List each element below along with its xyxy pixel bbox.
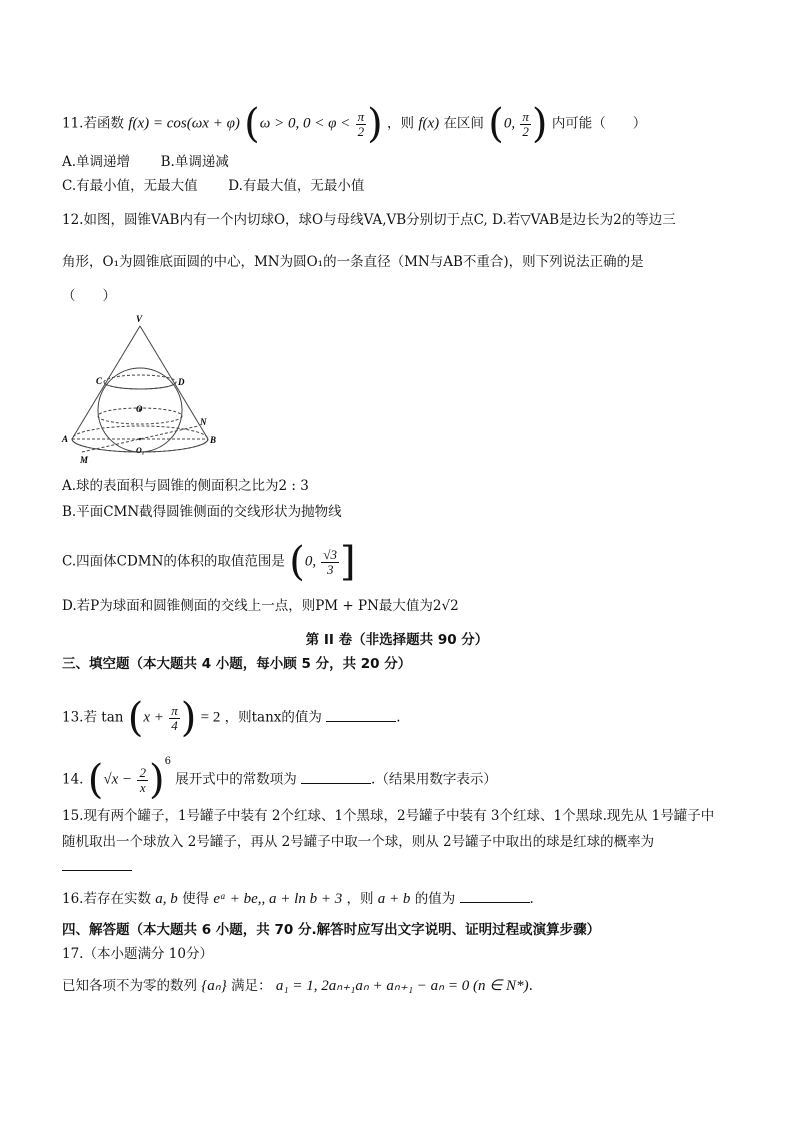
label-o1: O₁ xyxy=(136,446,145,455)
q11-option-b: B.单调递减 xyxy=(160,154,229,170)
q13: 13.若 tan (x + $\frac{\pi}{4}$ ) = 2 ，则tanx的值为 . xyxy=(62,695,401,741)
q12-stem-line1: 12.如图，圆锥VAB内有一个内切球O，球O与母线VA,VB分别切于点C, D.若▽VAB是边长为2的等边三 xyxy=(62,212,676,228)
section4-title: 四、解答题（本大题共 6 小题，共 70 分.解答时应写出文字说明、证明过程或演算步骤） xyxy=(62,922,601,938)
q11-interval-frac: $\frac{\pi}{2}$ xyxy=(522,108,529,139)
q15-answer-row xyxy=(62,856,732,877)
q12-paren: （ ） xyxy=(62,288,116,304)
q11-options-ab xyxy=(62,152,732,172)
q16-answer-blank[interactable] xyxy=(460,888,530,903)
label-n: N xyxy=(200,417,207,427)
q13-frac: $\frac{\pi}{4}$ xyxy=(171,702,178,733)
label-b: B xyxy=(210,435,217,445)
q11-option-c: C.有最小值，无最大值 xyxy=(62,178,198,194)
label-d: D xyxy=(178,377,185,387)
q12-option-c: C.四面体CDMN的体积的取值范围是 (0, $\frac{√3}{3}$ ] xyxy=(62,539,356,585)
part2-title: 第 II 卷（非选择题共 90 分） xyxy=(305,632,489,648)
q17-stem: 已知各项不为零的数列 {aₙ} 满足： a₁ = 1, 2aₙ₊₁aₙ + aₙ₊₁ − aₙ = 0 (n ∈ N*). xyxy=(62,978,533,994)
q11-stem: 11.若函数 f(x) = cos(ωx + φ) (ω > 0, 0 < φ < $\frac{\pi}{2}$ ) ，则 f(x) 在区间 (0, $\frac{\pi}{2}$ ) 内可能（ ） xyxy=(62,101,647,147)
label-o: O xyxy=(136,404,143,414)
q15-answer-blank[interactable] xyxy=(62,856,132,871)
q11-frac-pi-2: $\frac{\pi}{2}$ xyxy=(357,108,365,139)
q11-option-a: A.单调递增 xyxy=(62,154,131,170)
q13-answer-blank[interactable] xyxy=(326,707,396,722)
q17-head: 17.（本小题满分 10分） xyxy=(62,946,213,962)
label-a: A xyxy=(62,434,69,444)
q14-answer-blank[interactable] xyxy=(301,769,371,784)
label-m: M xyxy=(80,455,89,465)
q11-option-d: D.有最大值，无最小值 xyxy=(228,178,365,194)
label-c: C xyxy=(96,376,103,386)
q12-option-a: A.球的表面积与圆锥的侧面积之比为2 : 3 xyxy=(62,478,309,494)
q14: 14. (√x − $\frac{2}{x}$ )$^6$ 展开式中的常数项为 .（结果用数字表示） xyxy=(62,756,497,803)
section3-title: 三、填空题（本大题共 4 小题，每小顾 5 分，共 20 分） xyxy=(62,656,412,672)
q14-frac: $\frac{2}{x}$ xyxy=(139,764,146,795)
cone-sphere-figure xyxy=(58,312,228,472)
q15-line2: 随机取出一个球放入 2号罐子，再从 2号罐子中取一个球，则从 2号罐子中取出的球是红球的概率为 xyxy=(62,834,655,850)
q11-options-cd xyxy=(62,176,732,196)
q12-option-b: B.平面CMN截得圆锥侧面的交线形状为抛物线 xyxy=(62,504,342,520)
q12-c-frac: $\frac{√3}{3}$ xyxy=(323,546,338,577)
label-v: V xyxy=(136,314,143,324)
q16: 16.若存在实数 a, b 使得 eᵃ + be,, a + ln b + 3 ，则 a + b 的值为 . xyxy=(62,888,732,909)
q12-option-d: D.若P为球面和圆锥侧面的交线上一点，则PM + PN最大值为2√2 xyxy=(62,598,459,614)
q12-stem-line2: 角形，O₁为圆锥底面圆的中心，MN为圆O₁的一条直径（MN与AB不重合)，则下列说法正确的是 xyxy=(62,254,644,270)
q15-line1: 15.现有两个罐子，1号罐子中装有 2个红球、1个黑球，2号罐子中装有 3个红球、1个黑球.现先从 1号罐子中 xyxy=(62,808,715,824)
